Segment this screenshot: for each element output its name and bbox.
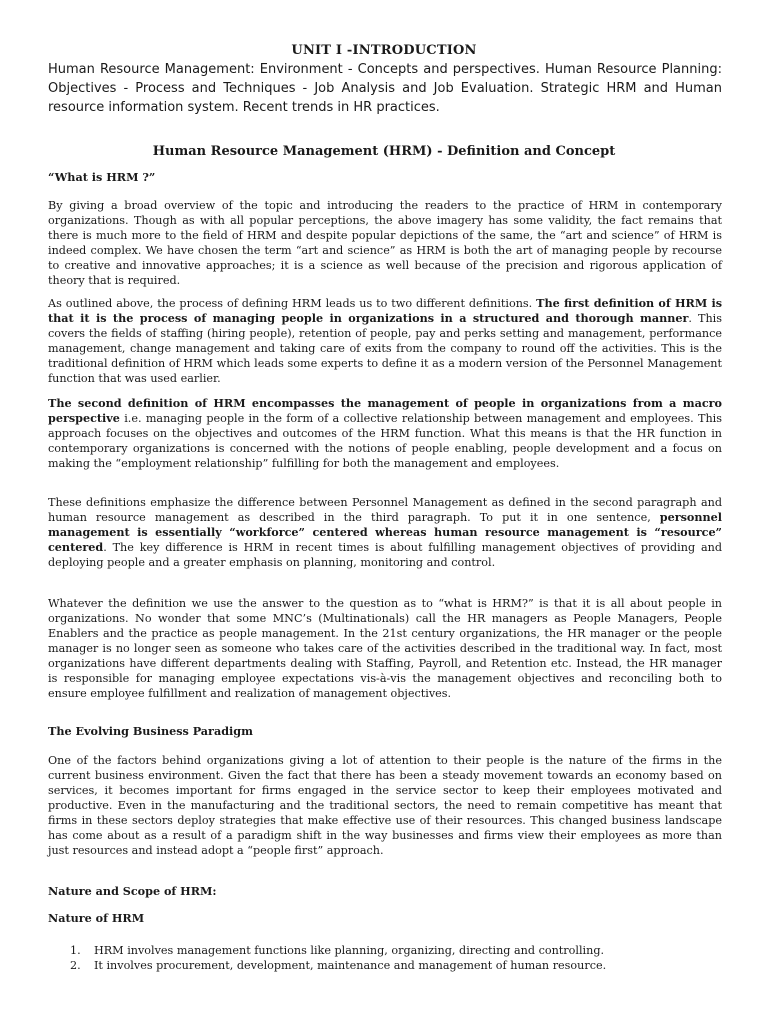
list-item [70,943,720,958]
list-number: 1. [70,944,81,957]
paragraph-2-pre: As outlined above, the process of defining HRM leads us to two different definitions. [48,297,537,310]
paragraph-4-post: . The key difference is HRM in recent times is about fulfilling management objectives of providing and deploying people and a greater emphasis on planning, monitoring and control. [48,541,722,569]
list-number: 2. [70,959,81,972]
paragraph-2-post: . This covers the fields of staffing (hiring people), retention of people, pay and perks setting and management, performance management, change management and taking care of exits from the company to round off the activities. This is the traditional definition of HRM which leads some experts to define it as a modern version of the Personnel Management function that was used earlier. [48,312,722,385]
paragraph-4 [48,495,722,570]
heading-nature-of-hrm: Nature of HRM [48,911,145,925]
section-title: Human Resource Management (HRM) - Definition and Concept [152,144,616,159]
list-text: HRM involves management functions like planning, organizing, directing and controlling. [94,944,605,957]
unit-title: UNIT I -INTRODUCTION [291,43,477,58]
paragraph-4-bold: personnel management is essentially “workforce” centered whereas human resource management is “resource” centered [48,510,722,554]
paragraph-1: By giving a broad overview of the topic and introducing the readers to the practice of HRM in contemporary organizations. Though as with all popular perceptions, the above imagery has some validity, the fact remains that there is much more to the field of HRM and despite popular depictions of the same, the “art and science” of HRM is indeed complex. We have chosen the term “art and science” as HRM is both the art of managing people by recourse to creative and innovative approaches; it is a science as well because of the precision and rigorous application of theory that is required. [48,199,722,287]
paragraph-3-bold: The second definition of HRM encompasses the management of people in organizations from a macro perspective [48,396,722,425]
paragraph-3 [48,396,722,471]
list-item [70,958,720,973]
paragraph-6: One of the factors behind organizations giving a lot of attention to their people is the nature of the firms in the current business environment. Given the fact that there has been a steady movement towards an economy based on services, it becomes important for firms engaged in the service sector to keep their employees motivated and productive. Even in the manufacturing and the traditional sectors, the need to remain competitive has meant that firms in these sectors deploy strategies that make effective use of their resources. This changed business landscape has come about as a result of a paradigm shift in the way businesses and firms view their employees as more than just resources and instead adopt a “people first” approach. [48,754,722,857]
paragraph-3-post: i.e. managing people in the form of a collective relationship between management and employees. This approach focuses on the objectives and outcomes of the HRM function. What this means is that the HR function in contemporary organizations is concerned with the notions of people enabling, people development and a focus on making the “employment relationship” fulfilling for both the management and employees. [48,412,722,470]
question-heading: “What is HRM ?” [48,170,156,184]
paragraph-2-bold: The first definition of HRM is that it is the process of managing people in organizations in a structured and thorough manner [48,296,723,325]
list-text: It involves procurement, development, maintenance and management of human resource. [94,959,607,972]
paragraph-5: Whatever the definition we use the answer to the question as to “what is HRM?” is that it is all about people in organizations. No wonder that some MNC’s (Multinationals) call the HR managers as People Managers, People Enablers and the practice as people management. In the 21st century organizations, the HR manager or the people manager is no longer seen as someone who takes care of the activities described in the traditional way. In fact, most organizations have different departments dealing with Staffing, Payroll, and Retention etc. Instead, the HR manager is responsible for managing employee expectations vis-à-vis the management objectives and reconciling both to ensure employee fulfillment and realization of management objectives. [48,597,722,700]
heading-nature-and-scope: Nature and Scope of HRM: [48,884,217,898]
paragraph-4-pre: These definitions emphasize the difference between Personnel Management as defined in the second paragraph and human resource management as described in the third paragraph. To put it in one sentence, [48,496,722,524]
nature-list [70,943,720,973]
paragraph-2 [48,296,722,386]
heading-evolving-business-paradigm: The Evolving Business Paradigm [48,724,253,738]
syllabus-text: Human Resource Management: Environment - Concepts and perspectives. Human Resource Planning: Objectives - Process and Techniques - Job Analysis and Job Evaluation. Strategic HRM and Human resource information system. Recent trends in HR practices. [48,62,722,115]
